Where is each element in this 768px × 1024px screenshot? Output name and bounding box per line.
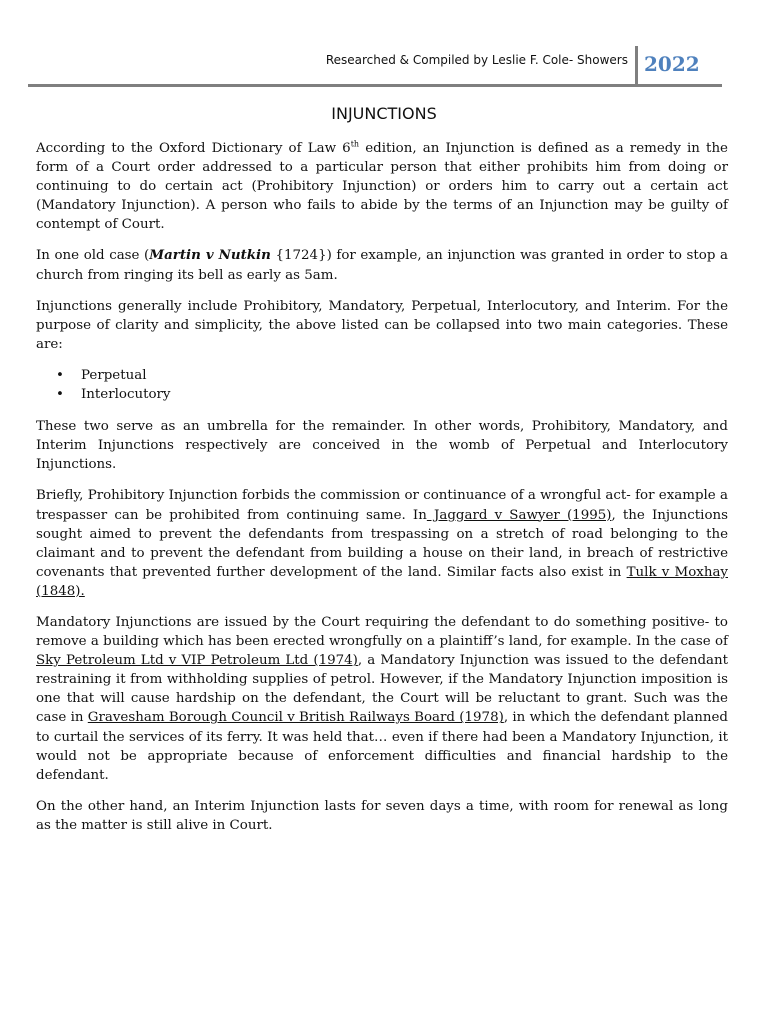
- paragraph-prohibitory: [36, 486, 728, 601]
- case-reference: Jaggard v Sawyer (1995): [426, 507, 612, 523]
- paragraph-old-case: [36, 246, 728, 284]
- text-span: , a Mandatory Injunction was issued to the defendant restraining it from withholding supplies of petrol. However, if the Mandatory Injunction imposition is one that will cause hardship on the defendant, the Court will be reluctant to grant. Such was the case in: [36, 653, 729, 726]
- paragraph-interim: On the other hand, an Interim Injunction lasts for seven days a time, with room for renewal as long as the matter is still alive in Court.: [36, 798, 728, 833]
- case-reference: Gravesham Borough Council v British Railways Board (1978): [87, 710, 504, 726]
- case-reference: Tulk v Moxhay (1848).: [36, 564, 728, 599]
- paragraph-definition: [36, 139, 728, 234]
- text-span: Briefly, Prohibitory Injunction forbids the commission or continuance of a wrongful act- for example a trespasser can be prohibited from continuing same. In: [36, 488, 728, 523]
- text-span: According to the Oxford Dictionary of Law 6: [36, 141, 351, 156]
- document-title: INJUNCTIONS: [331, 104, 437, 123]
- text-span: edition, an Injunction is defined as a remedy in the form of a Court order addressed to a particular person that either prohibits him from doing or continuing to do certain act (Prohibitory Injunction) or orders him to carry out a certain act (Mandatory Injunction). A person who fails to abide by the terms of an Injunction may be guilty of contempt of Court.: [36, 141, 728, 233]
- list-item: • Interlocutory: [56, 385, 728, 404]
- bullet-list: [36, 366, 728, 404]
- superscript: th: [350, 139, 360, 149]
- text-span: , the Injunctions sought aimed to prevent the defendants from trespassing on a stretch of road belonging to the claimant and to prevent the defendant from building a house on their land, in breach of restrictive covenants that prevented further development of the land. Similar facts also exist in: [36, 507, 728, 580]
- text-span: {1724}) for example, an injunction was granted in order to stop a church from ringing its bell as early as 5am.: [36, 248, 728, 283]
- header-year: 2022: [644, 52, 700, 76]
- paragraph-types: Injunctions generally include Prohibitory, Mandatory, Perpetual, Interlocutory, and Interim. For the purpose of clarity and simplicity, the above listed can be collapsed into two main categories. These are:: [36, 298, 728, 352]
- header-credit: Researched & Compiled by Leslie F. Cole- Showers: [325, 53, 628, 67]
- case-reference: Sky Petroleum Ltd v VIP Petroleum Ltd (1974): [36, 653, 358, 669]
- text-span: , in which the defendant planned to curtail the services of its ferry. It was held that… even if there had been a Mandatory Injunction, it would not be appropriate because of enforcement difficulties and financial hardship to the defendant.: [36, 710, 729, 783]
- text-span: In one old case (: [36, 248, 150, 264]
- paragraph-umbrella: These two serve as an umbrella for the remainder. In other words, Prohibitory, Mandatory, and Interim Injunctions respectively are conceived in the womb of Perpetual and Interlocutory Injunctions.: [36, 419, 728, 473]
- text-span: Mandatory Injunctions are issued by the Court requiring the defendant to do something positive- to remove a building which has been erected wrongfully on a plaintiff’s land, for example. In the case of: [36, 614, 728, 650]
- list-item: • Perpetual: [56, 366, 728, 385]
- header-divider: [635, 46, 638, 84]
- page-header: [28, 46, 722, 87]
- case-name: Martin v Nutkin: [149, 247, 271, 264]
- document-body: [36, 139, 728, 847]
- paragraph-mandatory: [36, 613, 728, 785]
